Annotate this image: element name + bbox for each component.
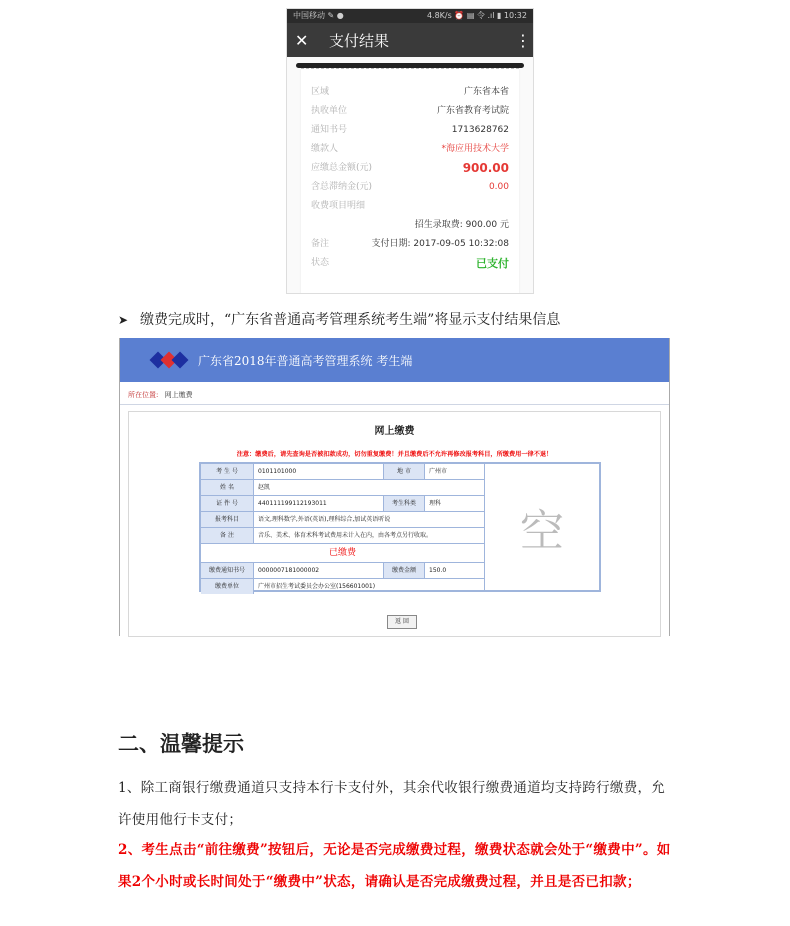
payment-receipt xyxy=(301,68,519,294)
row-label: 通知书号 xyxy=(311,125,348,135)
breadcrumb-label: 所在位置: xyxy=(128,391,159,399)
payment-info-table xyxy=(199,462,601,592)
row-value: 支付日期: 2017-09-05 10:32:08 xyxy=(371,239,509,249)
table-row xyxy=(201,496,484,512)
row-value: 招生录取费: 900.00 元 xyxy=(414,220,509,230)
cell-label: 缴费单位 xyxy=(201,579,254,594)
row-label: 区域 xyxy=(311,87,330,97)
paid-status: 已缴费 xyxy=(328,548,356,558)
row-value: 广东省教育考试院 xyxy=(436,106,509,116)
more-menu-icon[interactable]: ⋮ xyxy=(515,30,531,50)
breadcrumb xyxy=(120,382,669,405)
cell-label: 考生科类 xyxy=(384,496,425,511)
remark-value: 音乐、美术、体育术科考试费用未计入在内，由各考点另行收取。 xyxy=(258,532,433,539)
receipt-row-region xyxy=(311,83,509,102)
status-badge: 已支付 xyxy=(476,257,509,270)
photo-placeholder: 空 xyxy=(520,506,564,557)
cell-label: 证 件 号 xyxy=(201,496,254,511)
system-title: 广东省2018年普通高考管理系统 考生端 xyxy=(198,353,413,368)
arrow-bullet-icon: ➤ xyxy=(118,313,129,327)
cell-label: 缴费金额 xyxy=(384,563,425,578)
table-row xyxy=(201,480,484,496)
tip-paragraph-2: 2、考生点击“前往缴费”按钮后，无论是否完成缴费过程，缴费状态就会处于“缴费中”。如果2个小时或长时间处于“缴费中”状态，请确认是否完成缴费过程，并且是否已扣款； xyxy=(118,842,671,890)
total-amount: 900.00 xyxy=(462,161,509,175)
row-value: 0.00 xyxy=(488,182,509,192)
diamond-logo-icon xyxy=(150,349,190,371)
payment-panel xyxy=(128,411,661,637)
page-title: 支付结果 xyxy=(329,31,390,50)
receipt-row-total xyxy=(311,159,509,178)
table-row xyxy=(201,464,484,480)
cell-label: 报考科目 xyxy=(201,512,254,527)
tip-paragraph-1: 1、除工商银行缴费通道只支持本行卡支付外，其余代收银行缴费通道均支持跨行缴费，允许使用他行卡支付； xyxy=(118,780,666,828)
row-value: *海应用技术大学 xyxy=(441,144,509,154)
id-number: 440111199112193011 xyxy=(254,496,384,511)
paid-status-row xyxy=(201,544,484,563)
breadcrumb-current[interactable]: 网上缴费 xyxy=(164,391,193,399)
cell-label: 地 市 xyxy=(384,464,425,479)
row-label: 缴款人 xyxy=(311,144,339,154)
receipt-row-item-detail xyxy=(311,216,509,235)
receipt-row-remark xyxy=(311,235,509,254)
receipt-row-collector xyxy=(311,102,509,121)
receipt-row-payer xyxy=(311,140,509,159)
panel-title: 网上缴费 xyxy=(374,426,415,437)
subjects-value: 语文,理科数学,外语(英语),理科综合,加试英语听说 xyxy=(258,516,391,523)
cell-label: 考 生 号 xyxy=(201,464,254,479)
back-button[interactable]: 返 回 xyxy=(387,615,417,629)
notice-number: 0000007181000002 xyxy=(254,563,384,578)
cell-label: 备 注 xyxy=(201,528,254,543)
table-row xyxy=(201,563,484,579)
table-row xyxy=(201,528,484,544)
cell-label: 姓 名 xyxy=(201,480,254,495)
carrier-status: 中国移动 ✎ ● xyxy=(293,11,344,20)
row-value: 广东省本省 xyxy=(463,87,509,97)
receipt-row-notice-no xyxy=(311,121,509,140)
subject-type-value: 理科 xyxy=(429,500,442,507)
row-label: 状态 xyxy=(311,258,330,268)
app-title-bar xyxy=(287,23,533,57)
row-label: 备注 xyxy=(311,239,330,249)
bullet-paragraph xyxy=(118,309,560,329)
candidate-name: 赵凯 xyxy=(258,484,271,491)
system-header xyxy=(120,338,669,382)
row-label: 应缴总金额(元) xyxy=(311,163,373,173)
receipt-row-late-fee xyxy=(311,178,509,197)
row-label: 执收单位 xyxy=(311,106,348,116)
row-label: 收费项目明细 xyxy=(311,201,366,211)
amount-value: 150.0 xyxy=(429,567,447,574)
row-label: 含总滞纳金(元) xyxy=(311,182,373,192)
system-status: 4.8K/s ⏰ ▤ 令 .ıl ▮ 10:32 xyxy=(426,11,527,20)
candidate-number: 0101101000 xyxy=(254,464,384,479)
region-value: 广州市 xyxy=(429,468,448,475)
unit-value: 广州市招生考试委员会办公室(156601001) xyxy=(258,583,376,590)
close-icon[interactable]: ✕ xyxy=(295,30,309,50)
table-row xyxy=(201,579,484,594)
bullet-text: 缴费完成时，“广东省普通高考管理系统考生端”将显示支付结果信息 xyxy=(140,312,561,328)
payment-notice: 注意：缴费后，请先查询是否被扣款成功，切勿重复缴费！并且缴费后不允许再修改报考科目，所缴费用一律不退！ xyxy=(236,451,553,458)
phone-status-bar xyxy=(287,9,533,23)
receipt-row-status xyxy=(311,254,509,273)
row-value: 1713628762 xyxy=(451,125,509,135)
section-heading: 二、温馨提示 xyxy=(118,731,244,756)
info-grid xyxy=(201,464,485,590)
table-row xyxy=(201,512,484,528)
cell-label: 缴费通知书号 xyxy=(201,563,254,578)
receipt-row-items xyxy=(311,197,509,216)
web-payment-screenshot xyxy=(119,338,670,636)
mobile-payment-result-screenshot xyxy=(286,8,534,294)
